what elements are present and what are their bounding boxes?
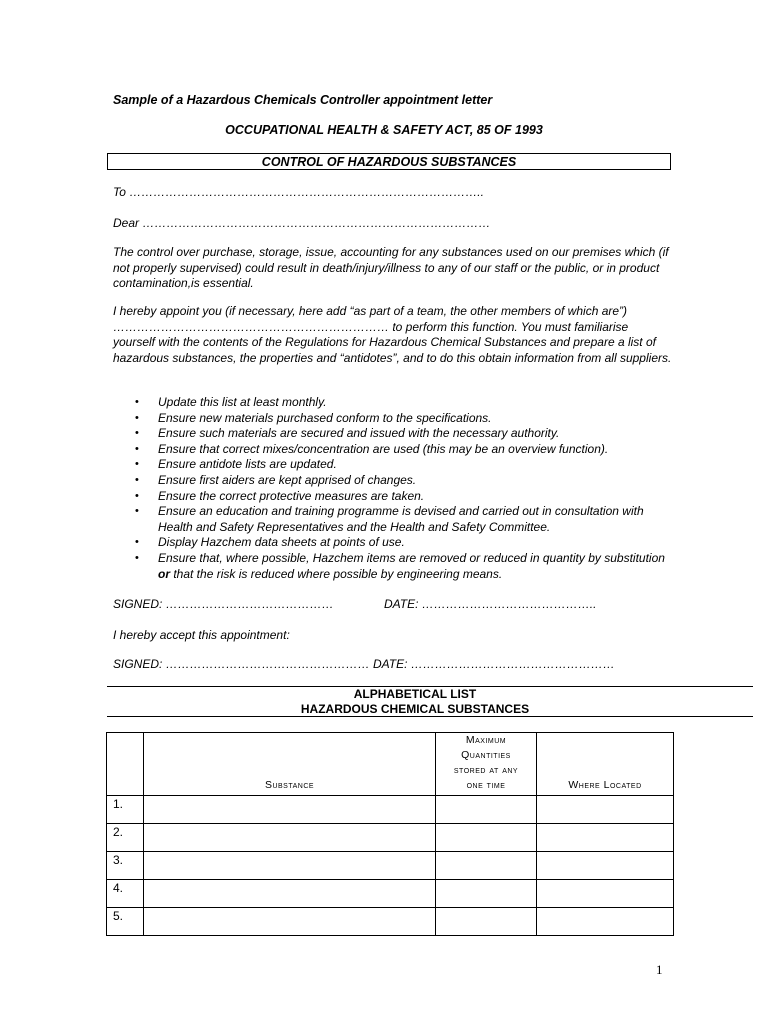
list-item bbox=[113, 442, 673, 458]
bullet-icon: • bbox=[135, 505, 139, 518]
document-title: Sample of a Hazardous Chemicals Controller appointment letter bbox=[113, 93, 493, 107]
bullet-icon: • bbox=[135, 489, 139, 502]
list-item-text: Ensure such materials are secured and issued with the necessary authority. bbox=[158, 426, 560, 441]
substance-header-label: Substance bbox=[264, 779, 315, 791]
table-row bbox=[107, 908, 674, 936]
date-line: DATE: …………………………………….. bbox=[384, 597, 597, 611]
list-title: ALPHABETICAL LIST bbox=[353, 687, 477, 701]
quantity-cell[interactable] bbox=[436, 852, 537, 880]
intro-paragraph: The control over purchase, storage, issue, accounting for any substances used on our premises which (if not properly supervised) could result in death/injury/illness to any of our staff or the public, or in product contamination,is essential. bbox=[113, 245, 669, 291]
substance-cell[interactable] bbox=[144, 824, 436, 852]
list-item bbox=[113, 489, 673, 505]
page-number: 1 bbox=[656, 962, 663, 977]
list-item-text: Ensure that correct mixes/concentration are used (this may be an overview function). bbox=[158, 441, 609, 456]
to-line: To …………………………………………………………………………….. bbox=[113, 185, 484, 199]
row-number: 5. bbox=[107, 908, 144, 936]
bullet-icon: • bbox=[135, 551, 139, 564]
row-number: 1. bbox=[107, 796, 144, 824]
substance-cell[interactable] bbox=[144, 796, 436, 824]
location-cell[interactable] bbox=[537, 852, 674, 880]
location-cell[interactable] bbox=[537, 824, 674, 852]
list-item-text: Ensure the correct protective measures are taken. bbox=[158, 488, 425, 503]
appointment-paragraph: I hereby appoint you (if necessary, here add “as part of a team, the other members of which are”) …………………………………………………………… to perform this function. You must familiarise yourself with the contents of the Regulations for Hazardous Chemical Substances and prepare a list of hazardous substances, the properties and “antidotes”, and to do this obtain information from all suppliers. bbox=[113, 304, 672, 365]
bullet-icon: • bbox=[135, 536, 139, 549]
bullet-icon: • bbox=[135, 458, 139, 471]
list-item-text: Ensure antidote lists are updated. bbox=[158, 457, 337, 472]
list-item bbox=[113, 535, 673, 551]
acceptance-text: I hereby accept this appointment: bbox=[113, 628, 290, 642]
list-item-text bbox=[158, 551, 665, 581]
bullet-icon: • bbox=[135, 442, 139, 455]
quantity-cell[interactable] bbox=[436, 824, 537, 852]
signature-line: SIGNED: …………………………………… bbox=[113, 597, 334, 611]
max-quantity-column-header bbox=[436, 733, 537, 796]
table-row bbox=[107, 852, 674, 880]
row-number: 2. bbox=[107, 824, 144, 852]
substance-cell[interactable] bbox=[144, 880, 436, 908]
duty-emphasis: or bbox=[158, 566, 170, 581]
quantity-cell[interactable] bbox=[436, 796, 537, 824]
substance-cell[interactable] bbox=[144, 908, 436, 936]
max-quantity-label-3: stored at any bbox=[453, 764, 519, 776]
act-heading: OCCUPATIONAL HEALTH & SAFETY ACT, 85 OF 1993 bbox=[225, 123, 543, 137]
table-row bbox=[107, 880, 674, 908]
list-item-text: Display Hazchem data sheets at points of use. bbox=[158, 535, 405, 550]
bullet-icon: • bbox=[135, 396, 139, 408]
number-column-header bbox=[107, 733, 144, 796]
location-cell[interactable] bbox=[537, 796, 674, 824]
table-row bbox=[107, 824, 674, 852]
duties-list bbox=[113, 395, 673, 582]
table-header-row bbox=[107, 733, 674, 796]
list-item-text: Ensure first aiders are kept apprised of changes. bbox=[158, 472, 417, 487]
table-row bbox=[107, 796, 674, 824]
row-number: 4. bbox=[107, 880, 144, 908]
acceptance-signature-line: SIGNED: …………………………………………… DATE: …………………………………………… bbox=[113, 657, 615, 671]
duty-text-before: Ensure that, where possible, Hazchem items are removed or reduced in quantity by substitution bbox=[158, 550, 665, 565]
bullet-icon: • bbox=[135, 411, 139, 424]
divider bbox=[107, 716, 753, 717]
list-item bbox=[113, 457, 673, 473]
list-item bbox=[113, 504, 673, 535]
row-number: 3. bbox=[107, 852, 144, 880]
max-quantity-label-1: Maximum bbox=[465, 734, 507, 746]
location-header-label: Where Located bbox=[568, 779, 642, 791]
max-quantity-label-2: Quantities bbox=[461, 749, 511, 761]
list-item bbox=[113, 551, 673, 582]
bullet-icon: • bbox=[135, 427, 139, 440]
list-item bbox=[113, 411, 673, 427]
duty-text-after: that the risk is reduced where possible by engineering means. bbox=[170, 566, 503, 581]
list-item-text: Ensure an education and training programme is devised and carried out in consultation with Health and Safety Representatives and the Health and Safety Committee. bbox=[158, 504, 644, 534]
location-column-header bbox=[537, 733, 674, 796]
list-subtitle: HAZARDOUS CHEMICAL SUBSTANCES bbox=[300, 702, 530, 716]
location-cell[interactable] bbox=[537, 880, 674, 908]
quantity-cell[interactable] bbox=[436, 908, 537, 936]
dear-line: Dear …………………………………………………………………………… bbox=[113, 216, 491, 230]
list-item bbox=[113, 426, 673, 442]
list-item-text: Ensure new materials purchased conform to the specifications. bbox=[158, 410, 492, 425]
substances-table bbox=[106, 732, 674, 936]
max-quantity-label-4: one time bbox=[466, 779, 506, 791]
quantity-cell[interactable] bbox=[436, 880, 537, 908]
substance-cell[interactable] bbox=[144, 852, 436, 880]
list-item-text: Update this list at least monthly. bbox=[158, 395, 327, 409]
substance-column-header bbox=[144, 733, 436, 796]
section-heading-box: CONTROL OF HAZARDOUS SUBSTANCES bbox=[107, 153, 671, 170]
location-cell[interactable] bbox=[537, 908, 674, 936]
list-item bbox=[113, 473, 673, 489]
bullet-icon: • bbox=[135, 473, 139, 486]
list-item bbox=[113, 395, 673, 411]
